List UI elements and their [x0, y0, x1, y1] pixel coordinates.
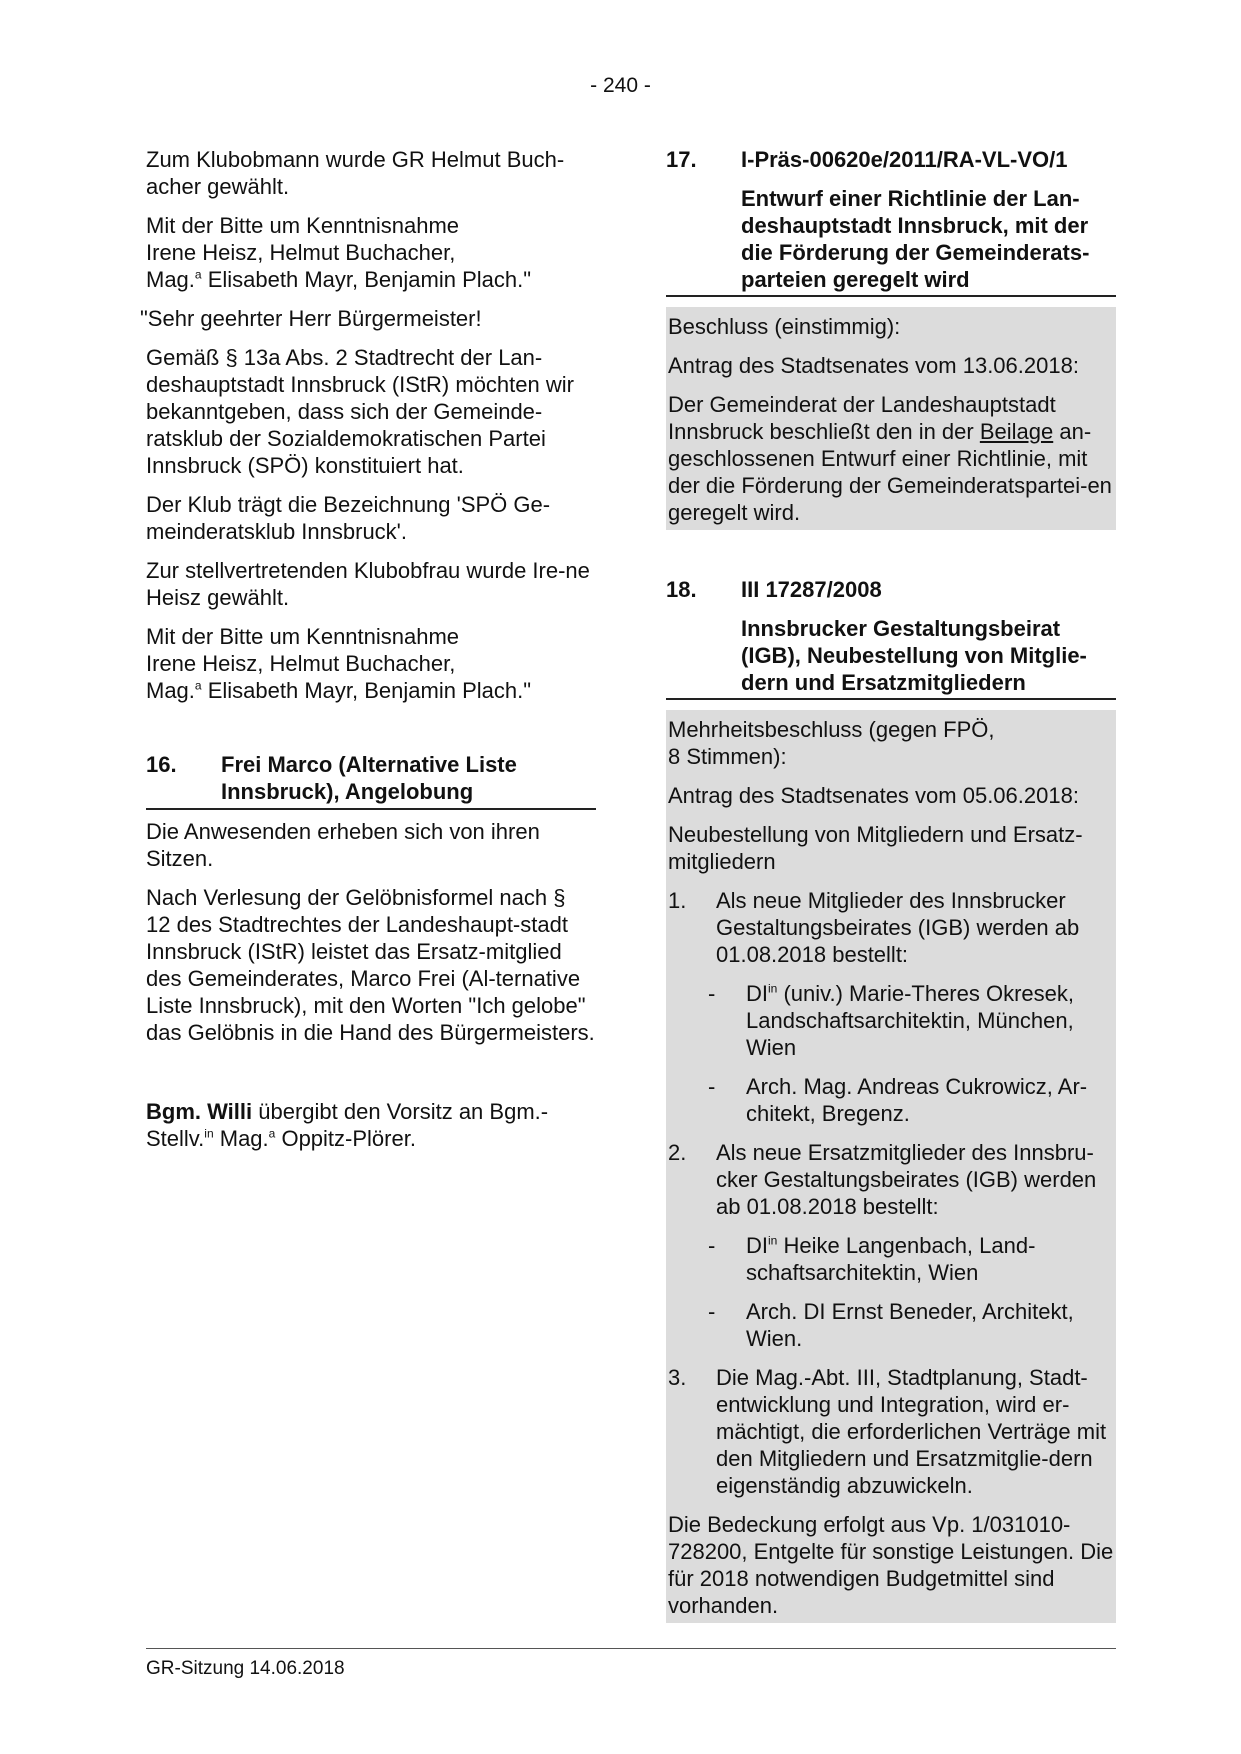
item-17-number-line	[666, 146, 1116, 173]
item-title: Frei Marco (Alternative Liste Innsbruck), Angelobung	[221, 752, 517, 804]
item-18-heading	[666, 615, 1116, 700]
item-number: 18.	[666, 577, 697, 602]
list-item-3: 3. Die Mag.-Abt. III, Stadtplanung, Stadt-entwicklung und Integration, wird er-mächtigt, die erforderlichen Verträge mit den Mitgliedern und Ersatzmitglie-dern eigenständig abzuwickeln.	[668, 1365, 1107, 1498]
substitute-entry: - $DI^{in}$ Heike Langenbach, Land-schaftsarchitektin, Wien	[708, 1233, 1036, 1285]
decision-text: Der Gemeinderat der Landeshauptstadt Innsbruck beschließt den in der Beilage an-geschlossenen Entwurf einer Richtlinie, mit der die Förderung der Gemeinderatspartei-en geregelt wird.	[668, 392, 1112, 525]
paragraph-klubobfrau: Zur stellvertretenden Klubobfrau wurde Ire-ne Heisz gewählt.	[146, 558, 590, 610]
paragraph-anwesenden: Die Anwesenden erheben sich von ihren Sitzen.	[146, 819, 540, 871]
item-number: 16.	[146, 752, 177, 777]
signature-block-2	[146, 623, 596, 704]
item-18-decision-box	[666, 710, 1116, 1623]
item-17-decision-box	[666, 307, 1116, 530]
footer-text: GR-Sitzung 14.06.2018	[146, 1658, 345, 1679]
item-code: I-Präs-00620e/2011/RA-VL-VO/1	[741, 147, 1068, 172]
funding-paragraph: Die Bedeckung erfolgt aus Vp. 1/031010-728200, Entgelte für sonstige Leistungen. Die für 2018 notwendigen Budgetmittel sind vorhanden.	[668, 1512, 1114, 1618]
member-entry: - $DI^{in}$ (univ.) Marie-Theres Okresek, Landschaftsarchitektin, München, Wien	[708, 981, 1074, 1060]
decision-type: Beschluss (einstimmig):	[668, 314, 901, 339]
letter-salutation: "Sehr geehrter Herr Bürgermeister!	[140, 306, 482, 331]
signature-names: Irene Heisz, Helmut Buchacher,	[146, 651, 456, 676]
signature-names: Irene Heisz, Helmut Buchacher,	[146, 240, 456, 265]
antrag-line: Antrag des Stadtsenates vom 13.06.2018:	[668, 353, 1079, 378]
member-entry: - Arch. Mag. Andreas Cukrowicz, Ar-chitekt, Bregenz.	[708, 1074, 1088, 1126]
list-item-2: 2. Als neue Ersatzmitglieder des Innsbru-cker Gestaltungsbeirates (IGB) werden ab 01.08.2018 bestellt:	[668, 1140, 1097, 1219]
antrag-line: Antrag des Stadtsenates vom 05.06.2018:	[668, 783, 1079, 808]
paragraph-geloebnis: Nach Verlesung der Gelöbnisformel nach § 12 des Stadtrechtes der Landeshaupt-stadt Innsbruck (IStR) leistet das Ersatz-mitglied des Gemeinderates, Marco Frei (Al-ternative Liste Innsbruck), mit den Worten "Ich gelobe" das Gelöbnis in die Hand des Bürgermeisters.	[146, 885, 595, 1045]
footer-divider	[146, 1648, 1116, 1649]
item-code: III 17287/2008	[741, 577, 882, 602]
substitute-entry: - Arch. DI Ernst Beneder, Architekt, Wien.	[708, 1299, 1074, 1351]
item-17-heading	[666, 185, 1116, 297]
item-18-number-line	[666, 576, 1116, 603]
page-number: - 240 -	[590, 74, 651, 97]
signature-block-1	[146, 212, 596, 293]
item-number: 17.	[666, 147, 697, 172]
item-title: Innsbrucker Gestaltungsbeirat (IGB), Neubestellung von Mitglie-dern und Ersatzmitgliedern	[741, 616, 1087, 695]
list-item-1: 1. Als neue Mitglieder des Innsbrucker Gestaltungsbeirates (IGB) werden ab 01.08.2018 bestellt:	[668, 888, 1080, 967]
signature-names-2: Mag.$^a$ Elisabeth Mayr, Benjamin Plach."	[146, 267, 532, 292]
paragraph-klubobmann: Zum Klubobmann wurde GR Helmut Buch-acher gewählt.	[146, 147, 565, 199]
item-title: Entwurf einer Richtlinie der Lan-deshauptstadt Innsbruck, mit der die Förderung der Gemeinderats-parteien geregelt wird	[741, 186, 1090, 292]
beilage-link[interactable]: Beilage	[979, 419, 1054, 444]
signature-names-2: Mag.$^a$ Elisabeth Mayr, Benjamin Plach."	[146, 678, 532, 703]
signature-line: Mit der Bitte um Kenntnisnahme	[146, 624, 460, 649]
paragraph-stadtrecht: Gemäß § 13a Abs. 2 Stadtrecht der Lan-deshauptstadt Innsbruck (IStR) möchten wir bekanntgeben, dass sich der Gemeinde-ratsklub der Sozialdemokratischen Partei Innsbruck (SPÖ) konstituiert hat.	[146, 345, 574, 478]
item-16-heading	[146, 751, 596, 810]
decision-type: Mehrheitsbeschluss (gegen FPÖ, 8 Stimmen):	[668, 717, 995, 769]
left-column	[140, 146, 596, 1164]
paragraph-klub-name: Der Klub trägt die Bezeichnung 'SPÖ Ge-meinderatsklub Innsbruck'.	[146, 492, 551, 544]
right-column	[666, 146, 1116, 1623]
paragraph-vorsitz: Bgm. Willi übergibt den Vorsitz an Bgm.-Stellv.$^{in}$ Mag.$^a$ Oppitz-Plörer.	[146, 1099, 549, 1151]
signature-line: Mit der Bitte um Kenntnisnahme	[146, 213, 460, 238]
decision-intro: Neubestellung von Mitgliedern und Ersatz-mitgliedern	[668, 822, 1083, 874]
